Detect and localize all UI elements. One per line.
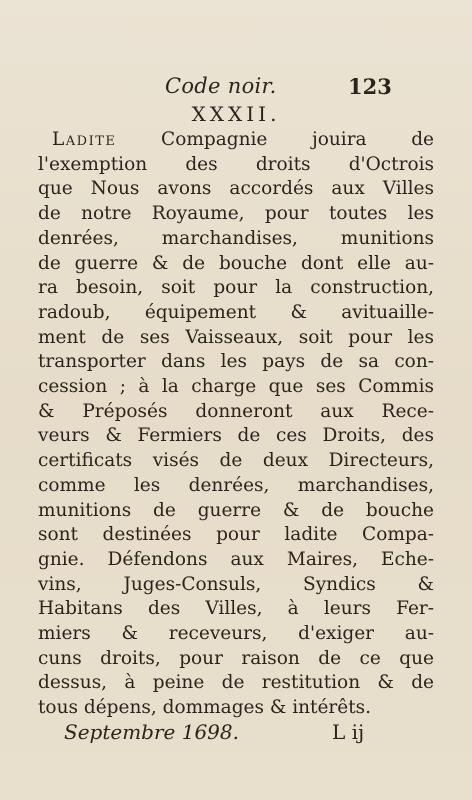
text-line: miers & receveurs, d'exiger au- (38, 623, 434, 645)
text-line: vins, Juges-Consuls, Syndics & (38, 573, 434, 595)
footer-date: Septembre 1698. (64, 720, 239, 744)
text-line: cuns droits, pour raison de ce que (38, 647, 434, 669)
text-line: dessus, à peine de restitution & de (38, 672, 434, 694)
text-line: que Nous avons accordés aux Villes (38, 178, 434, 200)
page-number: 123 (348, 74, 392, 99)
article-number: XXXII. (191, 102, 281, 126)
text-line: cession ; à la charge que ses Commis (38, 376, 434, 398)
text-line: ra besoin, soit pour la construction, (38, 277, 434, 299)
text-line: veurs & Fermiers de ces Droits, des (38, 425, 434, 447)
text-line: gnie. Défendons aux Maires, Eche- (38, 548, 434, 570)
text-line (38, 128, 434, 153)
text-line: de guerre & de bouche dont elle au- (38, 252, 434, 274)
text-line: transporter dans les pays de sa con- (38, 351, 434, 373)
text-line: certificats visés de deux Directeurs, (38, 450, 434, 472)
signature-mark: L ij (332, 720, 365, 744)
opening-word: Ladite (52, 129, 117, 150)
text-line: tous dépens, dommages & intérêts. (38, 697, 372, 719)
text-line: de notre Royaume, pour toutes les (38, 203, 434, 225)
page-footer (0, 718, 472, 748)
article-body (38, 128, 434, 721)
text-line-content: Compagnie jouira de (161, 129, 434, 150)
text-line: ment de ses Vaisseaux, soit pour les (38, 326, 434, 348)
text-line: munitions de guerre & de bouche (38, 499, 434, 521)
text-line: l'exemption des droits d'Octrois (38, 153, 434, 175)
text-line: comme les denrées, marchandises, (38, 474, 434, 496)
running-title: Code noir. (165, 74, 277, 98)
text-line: Habitans des Villes, à leurs Fer- (38, 598, 434, 620)
text-line: sont destinées pour ladite Compa- (38, 524, 434, 546)
text-line: radoub, équipement & avituaille- (38, 301, 434, 323)
text-line: denrées, marchandises, munitions (38, 227, 434, 249)
text-line: & Préposés donneront aux Rece- (38, 400, 434, 422)
running-head (0, 72, 472, 102)
